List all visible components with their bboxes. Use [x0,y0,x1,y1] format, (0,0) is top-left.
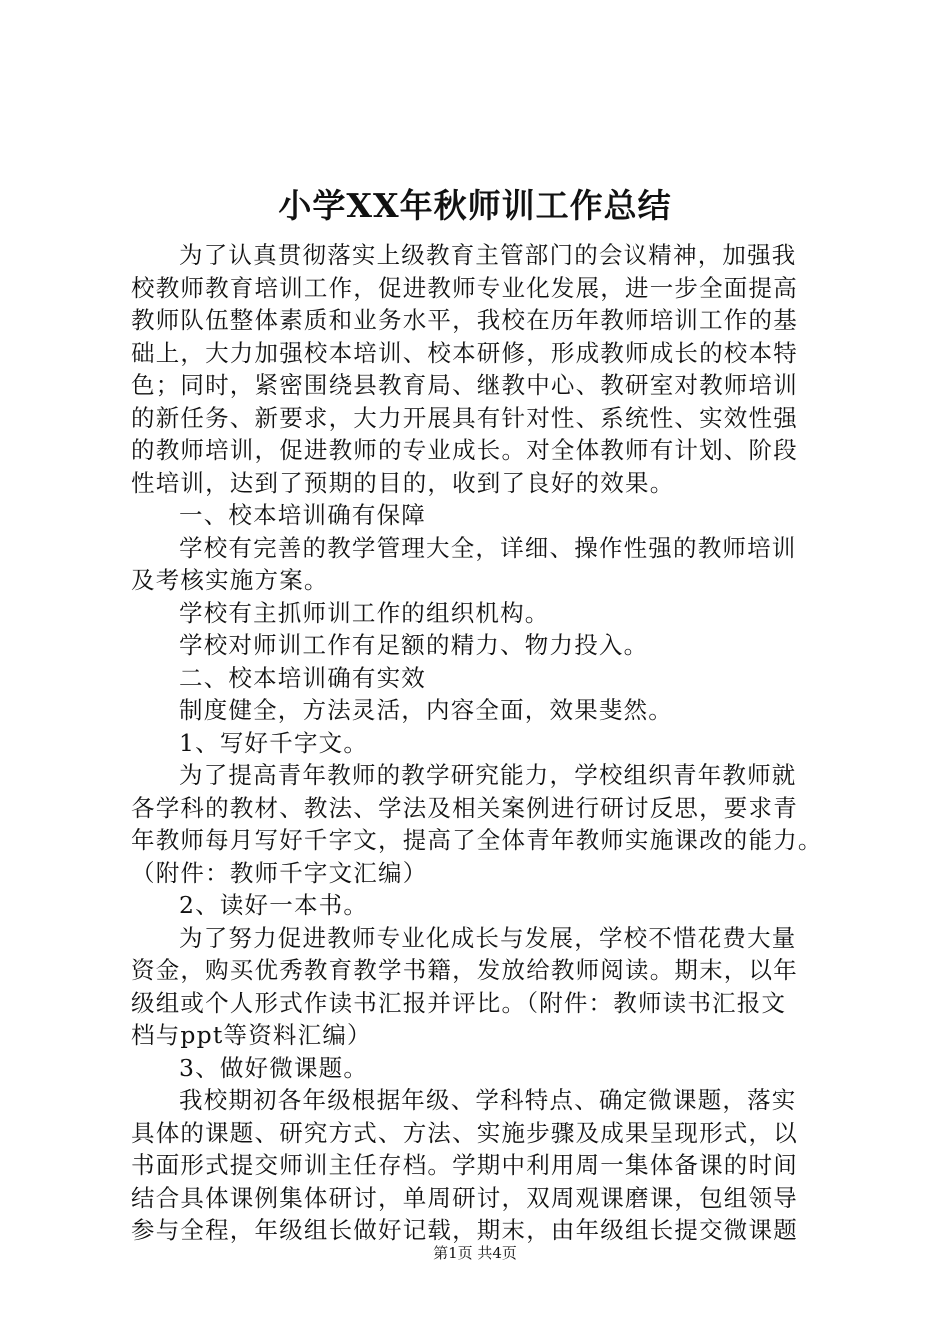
body-line: 级组或个人形式作读书汇报并评比。（附件：教师读书汇报文 [131,988,787,1017]
body-line: 础上，大力加强校本培训、校本研修，形成教师成长的校本特 [131,338,798,367]
body-line: 的新任务、新要求，大力开展具有针对性、系统性、实效性强 [131,403,798,432]
body-line: 档与ppt等资料汇编） [131,1021,372,1049]
document-body [131,239,831,1247]
body-line: 为了认真贯彻落实上级教育主管部门的会议精神，加强我 [179,241,797,269]
body-line: 书面形式提交师训主任存档。学期中利用周一集体备课的时间 [131,1151,798,1179]
body-line: 结合具体课例集体研讨，单周研讨，双周观课磨课，包组领导 [131,1183,798,1212]
body-line: 教师队伍整体素质和业务水平，我校在历年教师培训工作的基 [131,306,798,334]
page-footer: 第1页 共4页 [433,1244,517,1262]
body-line: 校教师教育培训工作，促进教师专业化发展，进一步全面提高 [131,273,798,302]
body-line: 各学科的教材、教法、学法及相关案例进行研讨反思，要求青 [131,793,798,822]
body-line: 学校有主抓师训工作的组织机构。 [179,598,550,627]
body-line: 我校期初各年级根据年级、学科特点、确定微课题，落实 [179,1086,797,1114]
section-heading: 二、校本培训确有实效 [179,663,426,692]
body-line: 性培训，达到了预期的目的，收到了良好的效果。 [131,468,675,497]
body-line: 为了提高青年教师的教学研究能力，学校组织青年教师就 [179,761,797,789]
body-line: 具体的课题、研究方式、方法、实施步骤及成果呈现形式，以 [131,1118,798,1147]
body-line: 为了努力促进教师专业化成长与发展，学校不惜花费大量 [179,923,797,952]
body-line: 学校对师训工作有足额的精力、物力投入。 [179,631,649,659]
subsection-heading: 3、做好微课题。 [179,1053,369,1082]
body-line: 的教师培训，促进教师的专业成长。对全体教师有计划、阶段 [131,436,798,464]
subsection-heading: 2、读好一本书。 [179,891,369,919]
body-line: 年教师每月写好千字文，提高了全体青年教师实施课改的能力。 [131,826,823,854]
body-line: 参与全程，年级组长做好记载，期末，由年级组长提交微课题 [131,1216,798,1244]
body-line: 制度健全，方法灵活，内容全面，效果斐然。 [179,696,673,724]
subsection-heading: 1、写好千字文。 [179,728,369,757]
body-line: 学校有完善的教学管理大全，详细、操作性强的教师培训 [179,533,797,562]
body-line: 及考核实施方案。 [131,566,329,594]
section-heading: 一、校本培训确有保障 [179,501,426,529]
document-title: 小学XX年秋师训工作总结 [278,186,672,225]
body-line: 资金，购买优秀教育教学书籍，发放给教师阅读。期末，以年 [131,956,798,984]
body-line: 色；同时，紧密围绕县教育局、继教中心、教研室对教师培训 [131,371,798,399]
body-line: （附件：教师千字文汇编） [131,858,428,887]
